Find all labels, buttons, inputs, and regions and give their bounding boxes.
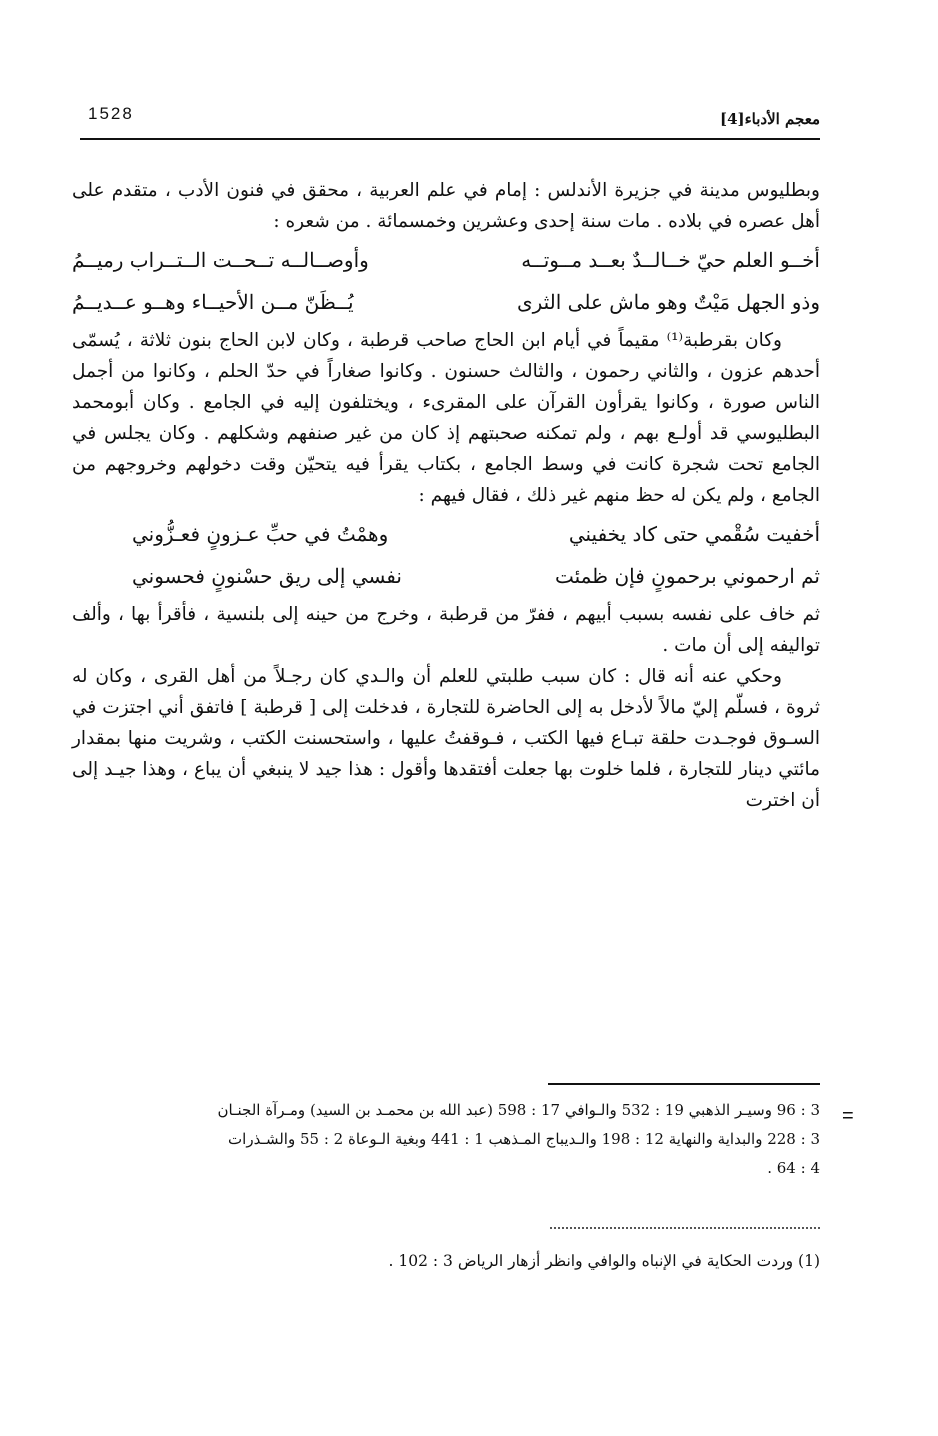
verse-line xyxy=(72,241,820,279)
verse-line xyxy=(72,557,820,595)
source-note-line: 3 : 228 والبداية والنهاية 12 : 198 والـديباج المـذهب 1 : 441 وبغية الـوعاة 2 : 55 والشـذرات xyxy=(228,1130,820,1148)
verse-second-hemistich: يُــظَنّ مــن الأحيــاء وهــو عــديــمُ xyxy=(72,290,354,314)
verse-line xyxy=(72,515,820,553)
verse-second-hemistich: نفسي إلى ريق حسْنونٍ فحسوني xyxy=(132,564,402,588)
verse-line xyxy=(72,283,820,321)
source-notes xyxy=(72,1096,820,1183)
running-title: معجم الأدباء[4] xyxy=(719,110,820,128)
verse-first-hemistich: ثم ارحموني برحمونٍ فإن ظمئت xyxy=(554,564,820,588)
paragraph: ثم خاف على نفسه بسبب أبيهم ، ففرّ من قرطبة ، وخرج من حينه إلى بلنسية ، فأقرأ بها ، وألف تواليفه إلى أن مات . xyxy=(72,604,820,656)
footnote-separator xyxy=(548,1083,820,1085)
verse-first-hemistich: أخفيت سُقْمي حتى كاد يخفيني xyxy=(568,522,820,546)
verse-first-hemistich: أخــو العلم حيّ خــالــدٌ بعــد مــوتــه xyxy=(521,248,820,272)
main-text xyxy=(72,175,820,816)
dotted-separator xyxy=(550,1227,820,1229)
source-note-line: 3 : 96 وسيـر الذهبي 19 : 532 والـوافي 17 : 598 (عبد الله بن محمـد بن السيد) ومـرآة الجنـان xyxy=(217,1101,820,1119)
header-rule xyxy=(80,138,820,140)
verse-second-hemistich: وهمْتُ في حبِّ عـزونٍ فعـزُّوني xyxy=(132,522,389,546)
footnote: (1) وردت الحكاية في الإنباه والوافي وانظر أزهار الرياض 3 : 102 . xyxy=(388,1252,820,1270)
paragraph: وكان بقرطبة⁽¹⁾ مقيماً في أيام ابن الحاج صاحب قرطبة ، وكان لابن الحاج بنون ثلاثة ، يُسمّى أحدهم عزون ، والثاني رحمون ، والثالث حسنون . وكانوا صغاراً في حدّ الحلم ، وكانوا من أجمل الناس صورة ، وكانوا يقرأون القرآن على المقرىء ، ويختلفون إليه في الجامع . وكان أبومحمد البطليوسي قد أولـع بهم ، ولم تمكنه صحبتهم إذ كان من غير صنفهم وشكلهم . وكان يجلس في الجامع تحت شجرة كانت في وسط الجامع ، بكتاب يقرأ فيه يتحيّن وقت دخولهم وخروجهم من الجامع ، ولم يكن له حظ منهم غير ذلك ، فقال فيهم : xyxy=(72,330,820,506)
paragraph: وحكي عنه أنه قال : كان سبب طلبتي للعلم أن والـدي كان رجـلاً من أهل القرى ، وكان له ثروة ، فسلّم إليّ مالاً لأدخل به إلى الحاضرة للتجارة ، فدخلت إلى [ قرطبة ] فاتفق أني اجتزت في السـوق فوجـدت حلقة تبـاع فيها الكتب ، فـوقفتُ عليها ، واستحسنت الكتب ، وشريت منها بمقدار مائتي دينار للتجارة ، فلما خلوت بها جعلت أفتقدها وأقول : هذا جيد لا ينبغي أن يباع ، وهذا جيـد إلى أن اخترت xyxy=(72,666,820,811)
source-note-line: 4 : 64 . xyxy=(767,1159,820,1177)
continuation-mark: = xyxy=(842,1105,854,1127)
verse-first-hemistich: وذو الجهل مَيْتٌ وهو ماش على الثرى xyxy=(516,290,820,314)
paragraph: وبطليوس مدينة في جزيرة الأندلس : إمام في علم العربية ، محقق في فنون الأدب ، متقدم على أهل عصره في بلاده . مات سنة إحدى وعشرين وخمسمائة . من شعره : xyxy=(72,180,820,232)
verse-second-hemistich: وأوصــالــه تــحــت الــتــراب رميــمُ xyxy=(72,248,369,272)
page-number: 1528 xyxy=(88,104,134,123)
